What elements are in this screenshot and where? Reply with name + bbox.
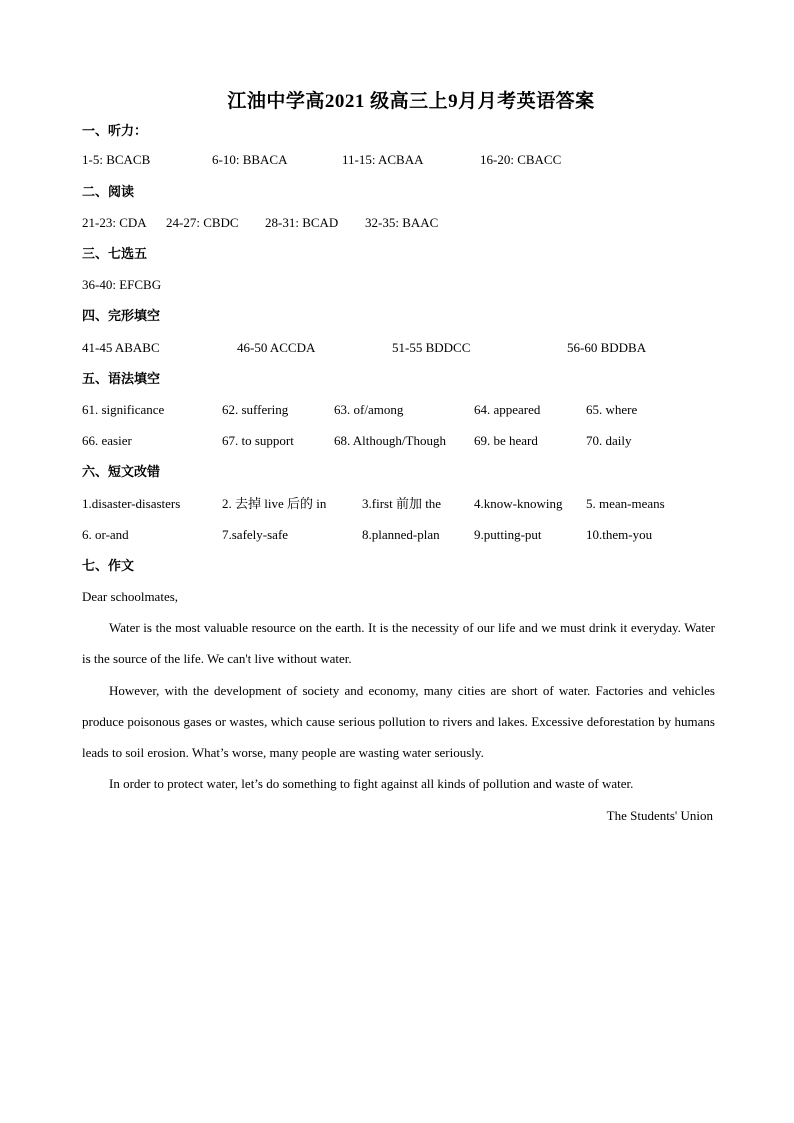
cloze-answer: 51-55 BDDCC xyxy=(392,340,471,355)
reading-answer: 21-23: CDA xyxy=(82,215,147,230)
cloze-answer: 46-50 ACCDA xyxy=(237,340,316,355)
reading-answer: 32-35: BAAC xyxy=(365,215,439,230)
grammar-answer: 61. significance xyxy=(82,402,165,417)
grammar-answer: 66. easier xyxy=(82,433,132,448)
correction-answer: 9.putting-put xyxy=(474,527,542,542)
listening-heading: 一、听力： xyxy=(82,123,148,138)
cloze-answer: 56-60 BDDBA xyxy=(567,340,647,355)
error-correction-heading: 六、短文改错 xyxy=(82,464,161,479)
reading-answer: 24-27: CBDC xyxy=(166,215,239,230)
page-title: 江油中学高2021 级高三上9月月考英语答案 xyxy=(227,91,595,112)
grammar-answer: 68. Although/Though xyxy=(334,433,446,448)
cloze-heading: 四、完形填空 xyxy=(82,308,161,323)
correction-answer: 10.them-you xyxy=(586,527,653,542)
listening-answer: 11-15: ACBAA xyxy=(342,152,424,167)
correction-answer: 3.first 前加 the xyxy=(362,496,442,511)
reading-heading: 二、阅读 xyxy=(82,184,135,199)
cloze-answer: 41-45 ABABC xyxy=(82,340,160,355)
letter-signature: The Students' Union xyxy=(606,808,713,823)
correction-answer: 4.know-knowing xyxy=(474,496,563,511)
letter-paragraph: However, with the development of society and economy, many cities are short of water. Factories and vehicles produce poisonous gases or wastes, which cause serious pollution to rivers and lakes. Excessive deforestation by humans leads to soil erosion. What’s worse, many people are wasting water seriously. xyxy=(82,683,715,760)
letter-paragraph: Water is the most valuable resource on the earth. It is the necessity of our life and we must drink it everyday. Water is the source of the life. We can't live without water. xyxy=(82,620,715,666)
listening-answer: 16-20: CBACC xyxy=(480,152,562,167)
correction-answer: 2. 去掉 live 后的 in xyxy=(222,496,327,511)
seven-choose-five-answer: 36-40: EFCBG xyxy=(82,277,162,292)
grammar-answer: 70. daily xyxy=(586,433,632,448)
correction-answer: 7.safely-safe xyxy=(222,527,289,542)
grammar-answer: 64. appeared xyxy=(474,402,541,417)
listening-answer: 6-10: BBACA xyxy=(212,152,288,167)
correction-answer: 6. or-and xyxy=(82,527,129,542)
correction-answer: 8.planned-plan xyxy=(362,527,440,542)
correction-answer: 1.disaster-disasters xyxy=(82,496,181,511)
reading-answer: 28-31: BCAD xyxy=(265,215,339,230)
grammar-answer: 65. where xyxy=(586,402,638,417)
correction-answer: 5. mean-means xyxy=(586,496,665,511)
letter-greeting: Dear schoolmates, xyxy=(82,589,179,604)
grammar-answer: 62. suffering xyxy=(222,402,289,417)
writing-heading: 七、作文 xyxy=(82,558,135,573)
grammar-answer: 63. of/among xyxy=(334,402,404,417)
letter-paragraph: In order to protect water, let’s do something to fight against all kinds of pollution and waste of water. xyxy=(109,776,634,791)
grammar-fill-heading: 五、语法填空 xyxy=(82,371,161,386)
grammar-answer: 67. to support xyxy=(222,433,294,448)
seven-choose-five-heading: 三、七选五 xyxy=(82,246,148,261)
grammar-answer: 69. be heard xyxy=(474,433,538,448)
listening-answer: 1-5: BCACB xyxy=(82,152,151,167)
